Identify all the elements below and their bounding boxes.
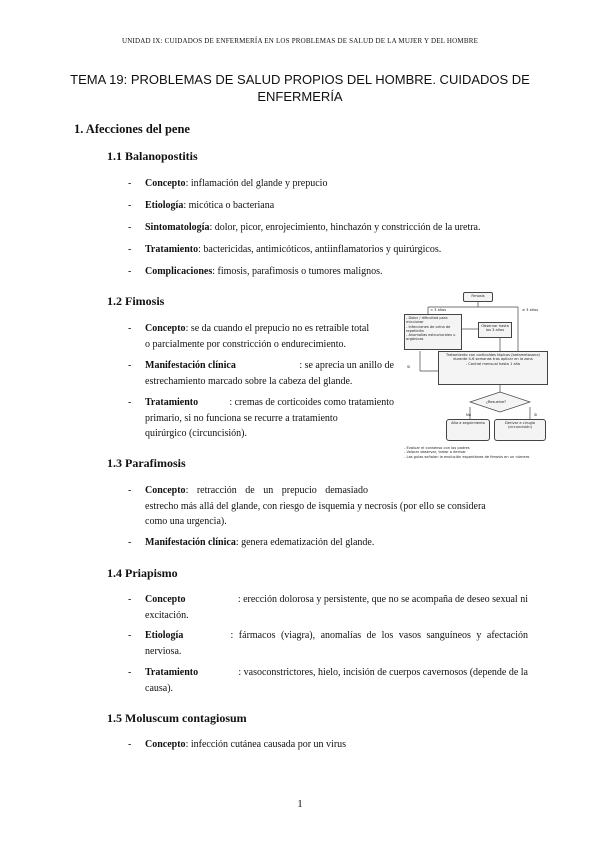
item-text: : inflamación del glande y prepucio [185,178,328,189]
item-term: Manifestación clínica [145,360,236,371]
list-item [128,321,394,353]
flowchart-yes-label-2: Sí [534,413,538,417]
flowchart-surgery-box: Derivar a cirugía (circuncisión) [494,419,546,441]
item-text: causa). [145,682,174,694]
page-title [60,71,540,105]
item-text: : bactericidas, antimicóticos, antiinflamatorios y quirúrgicos. [198,244,442,255]
list-item [128,592,528,624]
list-dash: - [128,323,132,334]
list-item [128,264,520,280]
list-dash: - [128,537,132,548]
item-text: nerviosa. [145,645,182,657]
item-text: : fármacos (viagra), anomalías de los vasos sanguíneos y afectación [230,630,528,641]
item-text: : dolor, picor, enrojecimiento, hinchazón y constricción de la uretra. [209,222,481,233]
item-term: Tratamiento [145,244,199,255]
list-item [128,176,520,192]
list-dash: - [128,397,132,408]
list-item [128,395,394,443]
flowchart-footer-note: - Evaluar el consenso con los padres - Valorar observar, tratar o derivar - Las guías señalan la evolución espontánea de fimosis en un número [404,446,530,459]
item-term: Concepto [145,485,186,496]
fimosis-flowchart [400,289,560,475]
flowchart-discharge-box: Alta a seguimiento [446,419,490,441]
flowchart-no-label: No [466,413,471,417]
flowchart-right-branch: ≥ 3 años [522,308,539,312]
item-text: primario, si no funciona se recurre a tratamiento [145,412,338,424]
list-dash: - [128,222,132,233]
list-dash: - [128,266,132,277]
item-text: : se aprecia un anillo de [299,360,394,371]
list-item [128,737,520,753]
item-text: excitación. [145,609,189,621]
subsection-heading-balanopostitis: 1.1 Balanopostitis [107,149,198,163]
item-text: : se da cuando el prepucio no es retraíble total [185,323,370,334]
item-term: Tratamiento [145,667,199,678]
item-term: Sintomatología [145,222,210,233]
list-dash: - [128,739,132,750]
list-item [128,198,520,214]
list-dash: - [128,630,132,641]
item-term: Concepto [145,594,186,605]
subsection-heading-fimosis: 1.2 Fimosis [107,294,165,308]
subsection-heading-moluscum: 1.5 Moluscum contagiosum [107,711,247,725]
item-term: Etiología [145,200,184,211]
list-item [128,220,530,236]
flowchart-decision-label: ¿Resuelve? [486,400,507,404]
item-text: : cremas de corticoides como tratamiento [229,397,394,408]
page-number: 1 [297,798,303,810]
item-text: : retracción de un prepucio demasiado [185,485,368,496]
item-text: o parcialmente por constricción o endurecimiento. [145,338,347,350]
flowchart-left-box: - Dolor / dificultad para miccionar - Infecciones de orina de repetición - Anomalías estructurales u orgánicas [404,314,462,350]
flowchart-left-branch: < 3 años [430,308,447,312]
list-item [128,535,520,551]
item-text: quirúrgico (circuncisión). [145,428,248,439]
item-term: Concepto [145,323,186,334]
item-text: : infección cutánea causada por un virus [185,739,347,750]
item-term: Etiología [145,630,184,641]
item-term: Tratamiento [145,397,199,408]
subsection-heading-priapismo: 1.4 Priapismo [107,566,178,580]
list-dash: - [128,244,132,255]
list-dash: - [128,200,132,211]
flowchart-start-box: Fimosis [463,292,493,302]
title-line-2: ENFERMERÍA [257,89,343,104]
section-heading-afecciones: 1. Afecciones del pene [74,122,190,136]
item-text: : genera edematización del glande. [235,537,375,548]
flowchart-observe-box: Observar hasta los 3 años [478,322,512,338]
list-item [128,665,528,697]
item-text: : fimosis, parafimosis o tumores malignos. [212,266,383,277]
item-text: estrecho más allá del glande, con riesgo de isquemia y necrosis (por ello se considera [145,500,486,512]
list-dash: - [128,594,132,605]
item-text: : micótica o bacteriana [183,200,275,211]
flowchart-yes-label: Sí [407,365,411,369]
item-term: Complicaciones [145,266,213,277]
item-text: : vasoconstrictores, hielo, incisión de cuerpos cavernosos (depende de la [238,667,528,678]
item-term: Concepto [145,739,186,750]
subsection-heading-parafimosis: 1.3 Parafimosis [107,456,186,470]
flowchart-treatment-box: Tratamiento con corticoides tópicos (betametasona) durante 4-6 semanas tras aplicar en la zona - Control mensual hasta 1 año [438,351,548,385]
list-dash: - [128,178,132,189]
item-text: como una urgencia). [145,516,227,527]
list-item [128,483,528,531]
item-text: : erección dolorosa y persistente, que no se acompaña de deseo sexual ni [237,594,528,605]
item-term: Manifestación clínica [145,537,236,548]
item-term: Concepto [145,178,186,189]
list-item [128,358,394,390]
item-text: estrechamiento marcado sobre la cabeza del glande. [145,375,353,387]
list-dash: - [128,667,132,678]
list-item [128,242,520,258]
title-line-1: TEMA 19: PROBLEMAS DE SALUD PROPIOS DEL HOMBRE. CUIDADOS DE [70,72,530,87]
list-item [128,628,528,660]
running-header: UNIDAD IX: CUIDADOS DE ENFERMERÍA EN LOS PROBLEMAS DE SALUD DE LA MUJER Y DEL HOMBRE [121,37,479,45]
list-dash: - [128,360,132,371]
list-dash: - [128,485,132,496]
